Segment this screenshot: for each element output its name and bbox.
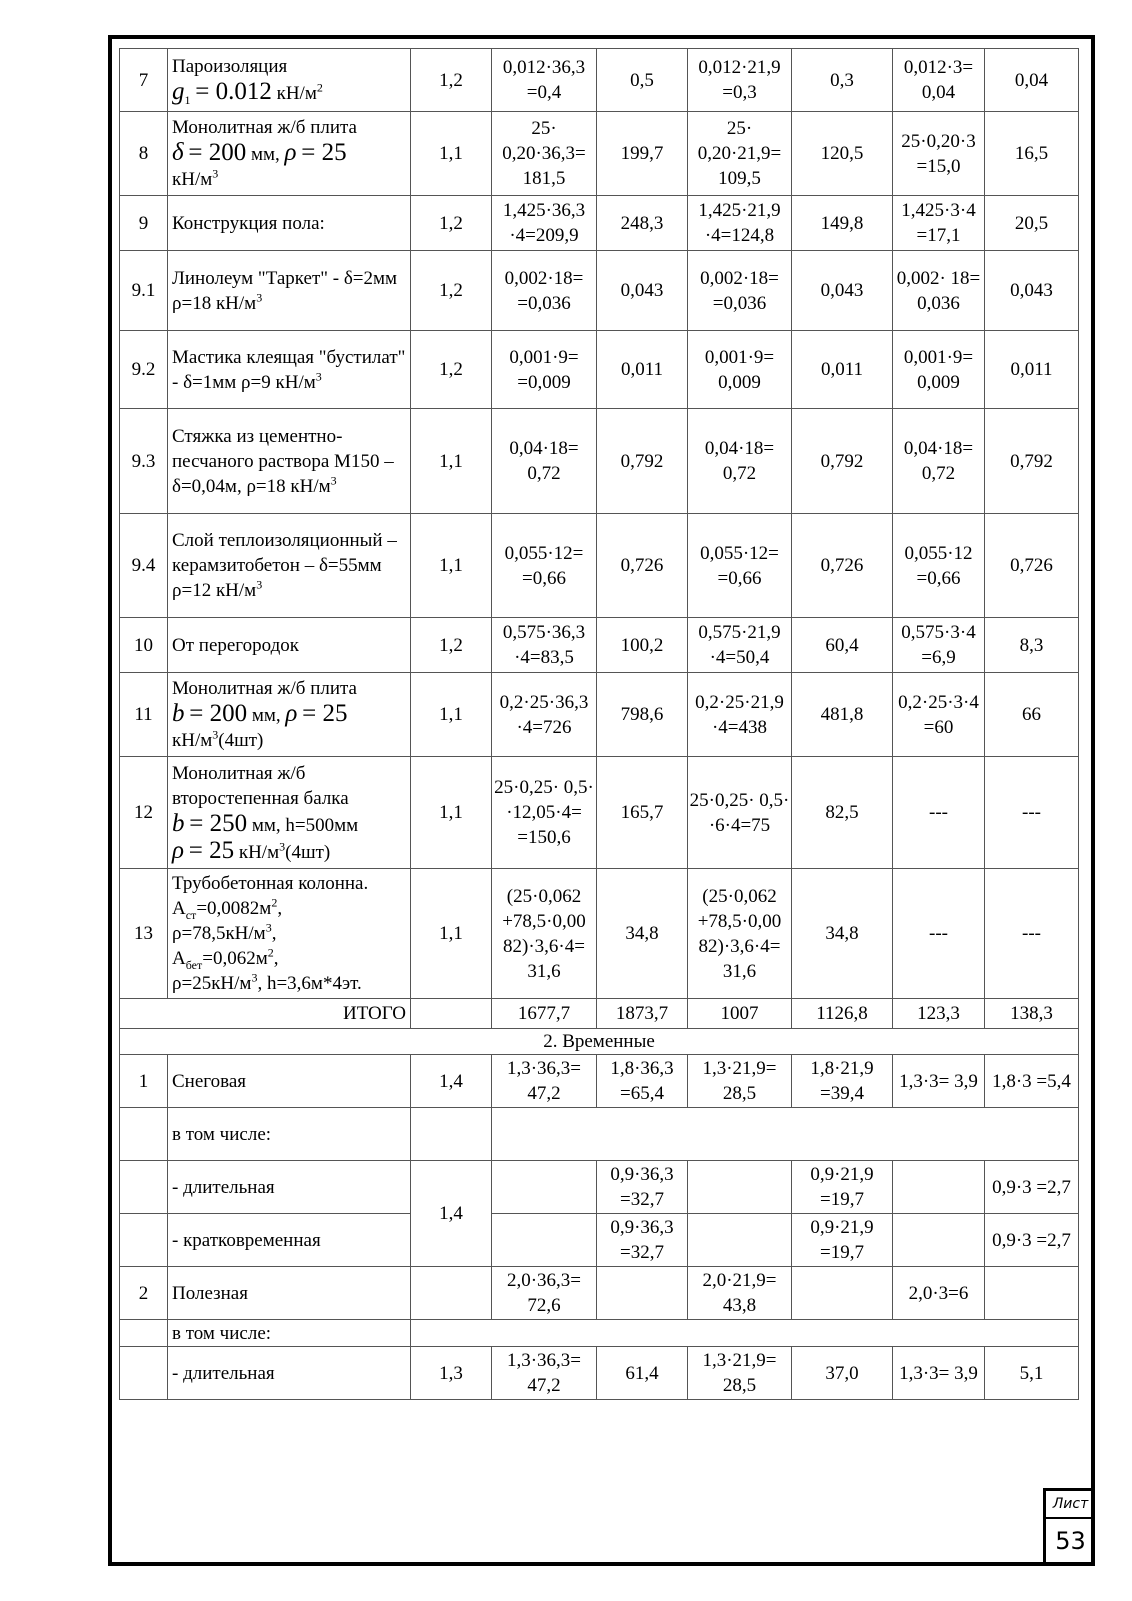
row-number: 9.3 bbox=[120, 409, 168, 514]
load-name: в том числе: bbox=[168, 1320, 411, 1347]
cell: 0,2·25·21,9 ·4=438 bbox=[688, 673, 792, 757]
load-name: Линолеум "Таркет" - δ=2мм ρ=18 $кН/м^3$ bbox=[168, 251, 411, 331]
cell: 0,002·18= =0,036 bbox=[688, 251, 792, 331]
cell bbox=[985, 1267, 1079, 1320]
cell: 0,5 bbox=[597, 49, 688, 112]
factor: 1,2 bbox=[411, 618, 492, 673]
cell: 0,2·25·36,3 ·4=726 bbox=[492, 673, 597, 757]
factor: 1,1 bbox=[411, 409, 492, 514]
row-number: 9.1 bbox=[120, 251, 168, 331]
cell: 25·0,25· 0,5· ·12,05·4= =150,6 bbox=[492, 757, 597, 869]
cell bbox=[492, 1161, 597, 1214]
cell bbox=[411, 1320, 1079, 1347]
cell bbox=[120, 1214, 168, 1267]
table-row bbox=[120, 331, 1079, 409]
factor: 1,1 bbox=[411, 869, 492, 999]
cell bbox=[597, 1267, 688, 1320]
load-name: - кратковременная bbox=[168, 1214, 411, 1267]
cell: 25·0,25· 0,5· ·6·4=75 bbox=[688, 757, 792, 869]
cell: 0,002· 18= 0,036 bbox=[893, 251, 985, 331]
factor: 1,1 bbox=[411, 112, 492, 196]
table-row bbox=[120, 1214, 1079, 1267]
cell: 149,8 bbox=[792, 196, 893, 251]
cell: 165,7 bbox=[597, 757, 688, 869]
cell: 0,043 bbox=[985, 251, 1079, 331]
cell: 61,4 bbox=[597, 1347, 688, 1400]
cell: 0,04·18= 0,72 bbox=[893, 409, 985, 514]
cell: 0,012·21,9 =0,3 bbox=[688, 49, 792, 112]
row-number: 9.2 bbox=[120, 331, 168, 409]
cell: 0,012·3= 0,04 bbox=[893, 49, 985, 112]
row-number: 8 bbox=[120, 112, 168, 196]
table-row bbox=[120, 1320, 1079, 1347]
loads-table bbox=[119, 48, 1079, 1400]
cell: 0,001·9= 0,009 bbox=[688, 331, 792, 409]
table-row bbox=[120, 49, 1079, 112]
cell: 0,043 bbox=[597, 251, 688, 331]
cell: 37,0 bbox=[792, 1347, 893, 1400]
cell bbox=[492, 1214, 597, 1267]
load-name: Снеговая bbox=[168, 1055, 411, 1108]
cell: 1873,7 bbox=[597, 999, 688, 1029]
cell: 0,055·12= =0,66 bbox=[492, 514, 597, 618]
cell: --- bbox=[985, 757, 1079, 869]
cell: 25· 0,20·21,9= 109,5 bbox=[688, 112, 792, 196]
cell: 1,425·3·4 =17,1 bbox=[893, 196, 985, 251]
cell bbox=[411, 1267, 492, 1320]
cell: (25·0,062 +78,5·0,00 82)·3,6·4= 31,6 bbox=[492, 869, 597, 999]
cell bbox=[411, 1108, 492, 1161]
cell: 82,5 bbox=[792, 757, 893, 869]
cell: 0,9·36,3 =32,7 bbox=[597, 1161, 688, 1214]
cell: --- bbox=[893, 869, 985, 999]
cell: 25·0,20·3 =15,0 bbox=[893, 112, 985, 196]
cell bbox=[792, 1267, 893, 1320]
cell: 0,011 bbox=[597, 331, 688, 409]
cell: 66 bbox=[985, 673, 1079, 757]
row-number: 11 bbox=[120, 673, 168, 757]
cell: 0,011 bbox=[792, 331, 893, 409]
row-number: 10 bbox=[120, 618, 168, 673]
row-number: 7 bbox=[120, 49, 168, 112]
load-name: Мастика клеящая "бустилат" - δ=1мм ρ=9 $кН/м^3$ bbox=[168, 331, 411, 409]
table-row bbox=[120, 869, 1079, 999]
cell: 0,043 bbox=[792, 251, 893, 331]
cell: 25· 0,20·36,3= 181,5 bbox=[492, 112, 597, 196]
cell: 1007 bbox=[688, 999, 792, 1029]
cell: 0,04·18= 0,72 bbox=[688, 409, 792, 514]
cell: 20,5 bbox=[985, 196, 1079, 251]
cell: 0,9·3 =2,7 bbox=[985, 1161, 1079, 1214]
cell: 1,3·21,9= 28,5 bbox=[688, 1347, 792, 1400]
factor: 1,2 bbox=[411, 251, 492, 331]
load-name: Монолитная ж/б плита b = 200 мм, ρ = 25 $кН/м^3(4шт)$ bbox=[168, 673, 411, 757]
cell: --- bbox=[985, 869, 1079, 999]
cell: 0,575·21,9 ·4=50,4 bbox=[688, 618, 792, 673]
load-name: Трубобетонная колонна. $А_{ст}=0,0082м^2$, $\rho=78,5кН/м^3$, $А_{бет}=0,062м^2$, $\rho=25кН/м^3$, h=3,6м*4эт. bbox=[168, 869, 411, 999]
cell: 1,3·36,3= 47,2 bbox=[492, 1055, 597, 1108]
cell bbox=[120, 1108, 168, 1161]
table-row bbox=[120, 1161, 1079, 1214]
load-name: Конструкция пола: bbox=[168, 196, 411, 251]
cell: 1,3·3= 3,9 bbox=[893, 1055, 985, 1108]
cell: 0,9·21,9 =19,7 bbox=[792, 1161, 893, 1214]
cell: 1,3·36,3= 47,2 bbox=[492, 1347, 597, 1400]
cell: 138,3 bbox=[985, 999, 1079, 1029]
cell: 1,8·36,3 =65,4 bbox=[597, 1055, 688, 1108]
factor: 1,1 bbox=[411, 673, 492, 757]
cell: 2,0·36,3= 72,6 bbox=[492, 1267, 597, 1320]
table-row bbox=[120, 514, 1079, 618]
factor: 1,1 bbox=[411, 514, 492, 618]
table-row bbox=[120, 409, 1079, 514]
cell: 199,7 bbox=[597, 112, 688, 196]
cell: 2,0·21,9= 43,8 bbox=[688, 1267, 792, 1320]
cell bbox=[120, 1320, 168, 1347]
cell: 0,011 bbox=[985, 331, 1079, 409]
cell: 0,055·12= =0,66 bbox=[688, 514, 792, 618]
cell: 120,5 bbox=[792, 112, 893, 196]
cell: 0,9·3 =2,7 bbox=[985, 1214, 1079, 1267]
cell: 0,575·36,3 ·4=83,5 bbox=[492, 618, 597, 673]
cell bbox=[120, 1347, 168, 1400]
cell: 0,001·9= =0,009 bbox=[492, 331, 597, 409]
load-name: Пароизоляция $g_1 = 0.012$ $кН/м^2$ bbox=[168, 49, 411, 112]
cell: 0,792 bbox=[985, 409, 1079, 514]
cell bbox=[893, 1214, 985, 1267]
row-number: 9.4 bbox=[120, 514, 168, 618]
cell: 1,3·21,9= 28,5 bbox=[688, 1055, 792, 1108]
cell: 0,792 bbox=[792, 409, 893, 514]
load-name: Стяжка из цементно-песчаного раствора М150 – δ=0,04м, ρ=18 $кН/м^3$ bbox=[168, 409, 411, 514]
load-name: Монолитная ж/б плита δ = 200 мм, ρ = 25 $кН/м^3$ bbox=[168, 112, 411, 196]
factor: 1,3 bbox=[411, 1347, 492, 1400]
cell: 60,4 bbox=[792, 618, 893, 673]
load-name: Слой теплоизоляционный – керамзитобетон – δ=55мм ρ=12 $кН/м^3$ bbox=[168, 514, 411, 618]
sheet-label: Лист bbox=[1046, 1491, 1095, 1519]
table-row bbox=[120, 757, 1079, 869]
row-number: 1 bbox=[120, 1055, 168, 1108]
table-row bbox=[120, 196, 1079, 251]
sheet-stamp bbox=[1043, 1488, 1095, 1566]
load-name: - длительная bbox=[168, 1161, 411, 1214]
cell: 16,5 bbox=[985, 112, 1079, 196]
cell: 1,8·3 =5,4 bbox=[985, 1055, 1079, 1108]
factor: 1,1 bbox=[411, 757, 492, 869]
cell: 0,9·21,9 =19,7 bbox=[792, 1214, 893, 1267]
cell: 0,055·12 =0,66 bbox=[893, 514, 985, 618]
cell bbox=[492, 1108, 1079, 1161]
load-name: Монолитная ж/б второстепенная балка b = 250 мм, h=500мм ρ = 25 $кН/м^3(4шт)$ bbox=[168, 757, 411, 869]
cell bbox=[893, 1161, 985, 1214]
cell: 0,2·25·3·4 =60 bbox=[893, 673, 985, 757]
sheet-number: 53 bbox=[1055, 1527, 1086, 1555]
cell: 0,012·36,3 =0,4 bbox=[492, 49, 597, 112]
table-row bbox=[120, 618, 1079, 673]
section-header bbox=[120, 1029, 1079, 1055]
cell: 1126,8 bbox=[792, 999, 893, 1029]
cell: 100,2 bbox=[597, 618, 688, 673]
cell: 123,3 bbox=[893, 999, 985, 1029]
cell: 0,9·36,3 =32,7 bbox=[597, 1214, 688, 1267]
load-name: - длительная bbox=[168, 1347, 411, 1400]
total-row bbox=[120, 999, 1079, 1029]
cell: 0,002·18= =0,036 bbox=[492, 251, 597, 331]
table-row bbox=[120, 251, 1079, 331]
cell: --- bbox=[893, 757, 985, 869]
cell: 1,3·3= 3,9 bbox=[893, 1347, 985, 1400]
cell: 0,726 bbox=[985, 514, 1079, 618]
cell: 0,001·9= 0,009 bbox=[893, 331, 985, 409]
cell: 1,425·21,9 ·4=124,8 bbox=[688, 196, 792, 251]
table-row bbox=[120, 1347, 1079, 1400]
cell: 0,04·18= 0,72 bbox=[492, 409, 597, 514]
load-name: От перегородок bbox=[168, 618, 411, 673]
cell: 0,726 bbox=[597, 514, 688, 618]
load-name: Полезная bbox=[168, 1267, 411, 1320]
cell: 34,8 bbox=[792, 869, 893, 999]
cell bbox=[411, 999, 492, 1029]
row-number: 9 bbox=[120, 196, 168, 251]
factor: 1,2 bbox=[411, 331, 492, 409]
row-number: 13 bbox=[120, 869, 168, 999]
cell: 2,0·3=6 bbox=[893, 1267, 985, 1320]
cell: 1677,7 bbox=[492, 999, 597, 1029]
table-row bbox=[120, 1055, 1079, 1108]
table-row bbox=[120, 112, 1079, 196]
factor: 1,2 bbox=[411, 49, 492, 112]
cell bbox=[688, 1214, 792, 1267]
cell: 1,425·36,3 ·4=209,9 bbox=[492, 196, 597, 251]
cell: 0,04 bbox=[985, 49, 1079, 112]
table-row bbox=[120, 1267, 1079, 1320]
factor: 1,4 bbox=[411, 1161, 492, 1267]
cell: 0,792 bbox=[597, 409, 688, 514]
cell: 5,1 bbox=[985, 1347, 1079, 1400]
cell: 798,6 bbox=[597, 673, 688, 757]
total-label: ИТОГО bbox=[120, 999, 411, 1029]
cell: 0,3 bbox=[792, 49, 893, 112]
factor: 1,2 bbox=[411, 196, 492, 251]
cell: 0,726 bbox=[792, 514, 893, 618]
cell: 0,575·3·4 =6,9 bbox=[893, 618, 985, 673]
cell: 8,3 bbox=[985, 618, 1079, 673]
table-row bbox=[120, 1108, 1079, 1161]
section-title: 2. Временные bbox=[120, 1029, 1079, 1055]
factor: 1,4 bbox=[411, 1055, 492, 1108]
row-number: 12 bbox=[120, 757, 168, 869]
cell: 1,8·21,9 =39,4 bbox=[792, 1055, 893, 1108]
cell: 248,3 bbox=[597, 196, 688, 251]
cell: (25·0,062 +78,5·0,00 82)·3,6·4= 31,6 bbox=[688, 869, 792, 999]
cell bbox=[688, 1161, 792, 1214]
load-name: в том числе: bbox=[168, 1108, 411, 1161]
cell bbox=[120, 1161, 168, 1214]
cell: 34,8 bbox=[597, 869, 688, 999]
table-row bbox=[120, 673, 1079, 757]
cell: 481,8 bbox=[792, 673, 893, 757]
row-number: 2 bbox=[120, 1267, 168, 1320]
